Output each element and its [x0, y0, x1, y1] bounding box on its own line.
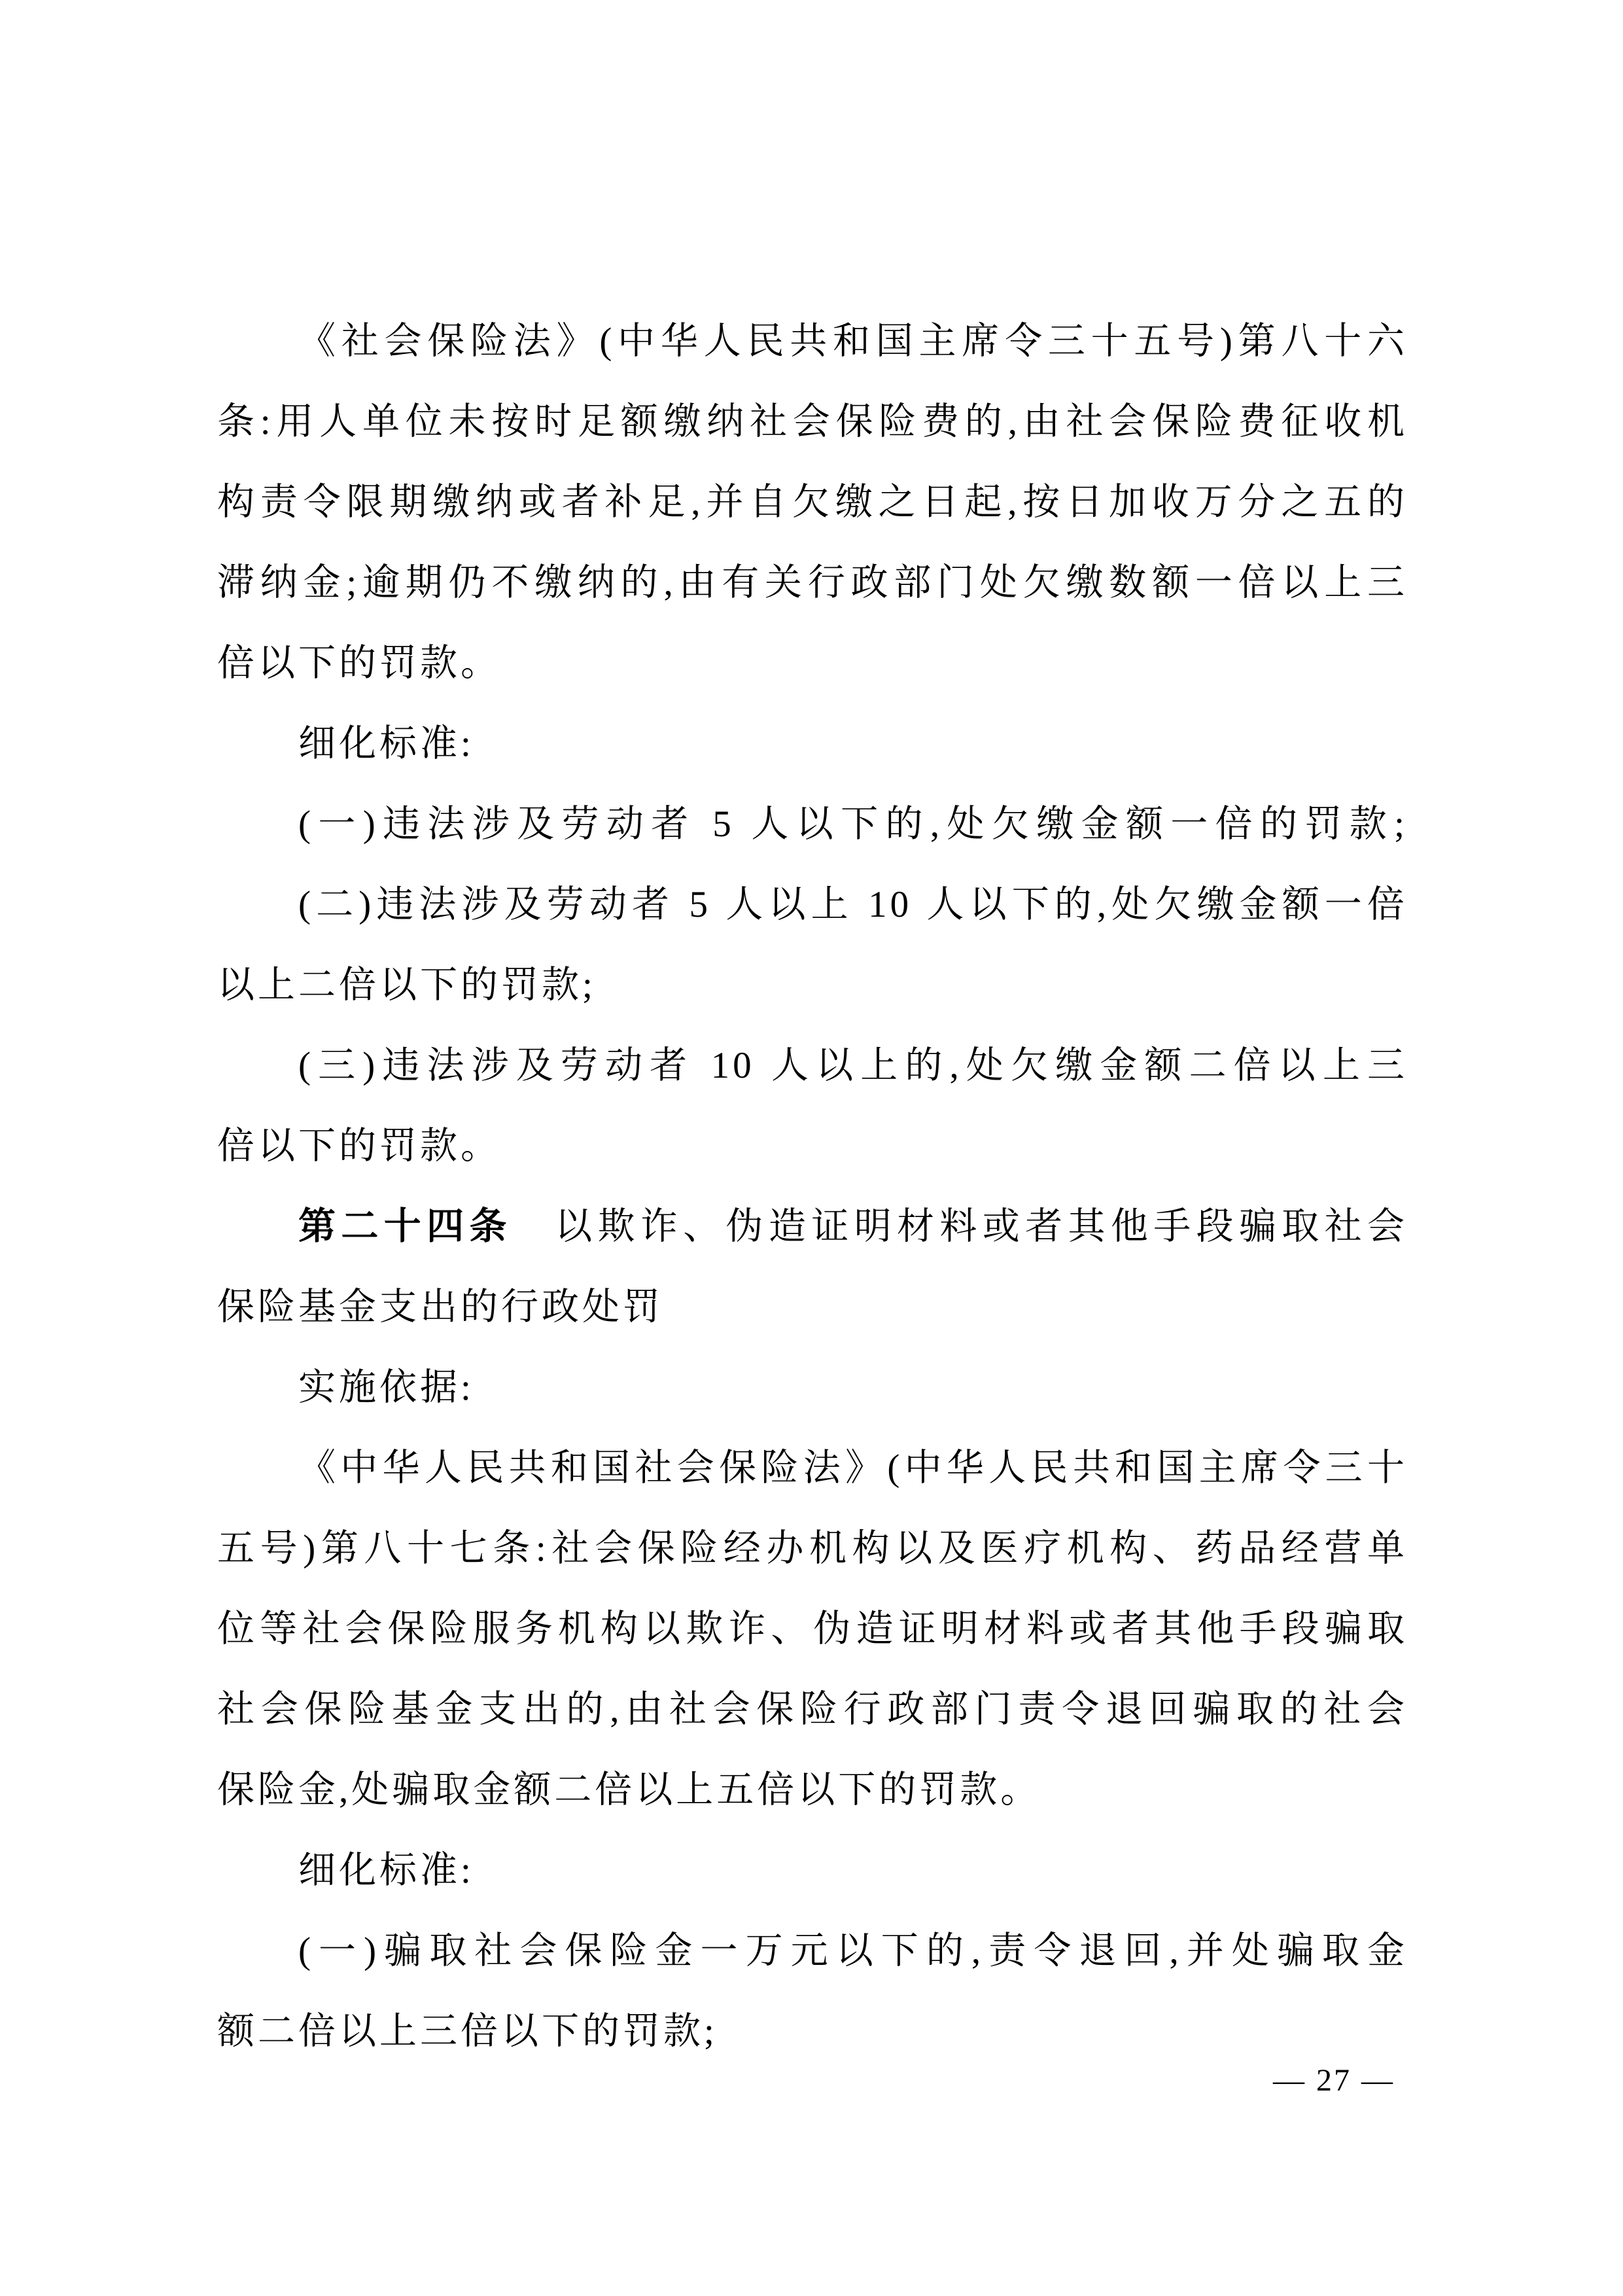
text-segment: 保险基金支出的行政处罚 [217, 1286, 663, 1328]
text-line-17 [217, 1589, 1408, 1669]
text-line-15 [217, 1428, 1408, 1508]
text-segment: 细化标准: [298, 723, 474, 764]
text-segment: 五号)第八十七条:社会保险经办机构以及医疗机构、药品经营单 [217, 1528, 1408, 1569]
text-segment: 社会保险基金支出的,由社会保险行政部门责令退回骗取的社会 [217, 1689, 1408, 1730]
text-segment: 《社会保险法》(中华人民共和国主席令三十五号)第八十六 [298, 321, 1408, 362]
text-line-3 [217, 462, 1408, 542]
text-segment: 细化标准: [298, 1850, 474, 1891]
text-segment: 以欺诈、伪造证明材料或者其他手段骗取社会 [512, 1206, 1408, 1247]
text-segment: (一)违法涉及劳动者 5 人以下的,处欠缴金额一倍的罚款; [298, 804, 1408, 845]
text-line-8 [217, 864, 1408, 945]
document-body [217, 301, 1408, 2072]
text-segment: (二)违法涉及劳动者 5 人以上 10 人以下的,处欠缴金额一倍 [298, 884, 1408, 925]
text-segment: 构责令限期缴纳或者补足,并自欠缴之日起,按日加收万分之五的 [217, 482, 1408, 523]
text-line-21 [217, 1911, 1408, 1991]
text-line-6 [217, 703, 1408, 784]
text-line-1 [217, 301, 1408, 381]
text-segment: 保险金,处骗取金额二倍以上五倍以下的罚款。 [217, 1769, 1041, 1810]
text-segment: (一)骗取社会保险金一万元以下的,责令退回,并处骗取金 [298, 1930, 1408, 1971]
text-line-12 [217, 1186, 1408, 1267]
text-segment: 实施依据: [298, 1367, 474, 1408]
text-line-13 [217, 1267, 1408, 1347]
text-segment: 条:用人单位未按时足额缴纳社会保险费的,由社会保险费征收机 [217, 401, 1408, 442]
text-line-19 [217, 1750, 1408, 1830]
text-line-11 [217, 1106, 1408, 1186]
text-segment: 位等社会保险服务机构以欺诈、伪造证明材料或者其他手段骗取 [217, 1608, 1408, 1650]
text-segment: 滞纳金;逾期仍不缴纳的,由有关行政部门处欠缴数额一倍以上三 [217, 562, 1408, 603]
page-number: — 27 — [1273, 2063, 1395, 2098]
text-line-7 [217, 784, 1408, 864]
text-line-9 [217, 945, 1408, 1025]
text-line-22 [217, 1991, 1408, 2072]
text-segment: 倍以下的罚款。 [217, 1125, 501, 1167]
text-segment: 《中华人民共和国社会保险法》(中华人民共和国主席令三十 [298, 1447, 1408, 1489]
text-line-20 [217, 1830, 1408, 1911]
text-line-5 [217, 623, 1408, 703]
text-line-4 [217, 542, 1408, 623]
text-line-2 [217, 381, 1408, 462]
text-line-14 [217, 1347, 1408, 1428]
text-segment: (三)违法涉及劳动者 10 人以上的,处欠缴金额二倍以上三 [298, 1045, 1408, 1086]
text-line-18 [217, 1669, 1408, 1750]
clause-heading: 第二十四条 [298, 1206, 512, 1247]
text-line-10 [217, 1025, 1408, 1106]
text-line-16 [217, 1508, 1408, 1589]
text-segment: 以上二倍以下的罚款; [217, 964, 596, 1006]
text-segment: 倍以下的罚款。 [217, 643, 501, 684]
text-segment: 额二倍以上三倍以下的罚款; [217, 2011, 718, 2052]
